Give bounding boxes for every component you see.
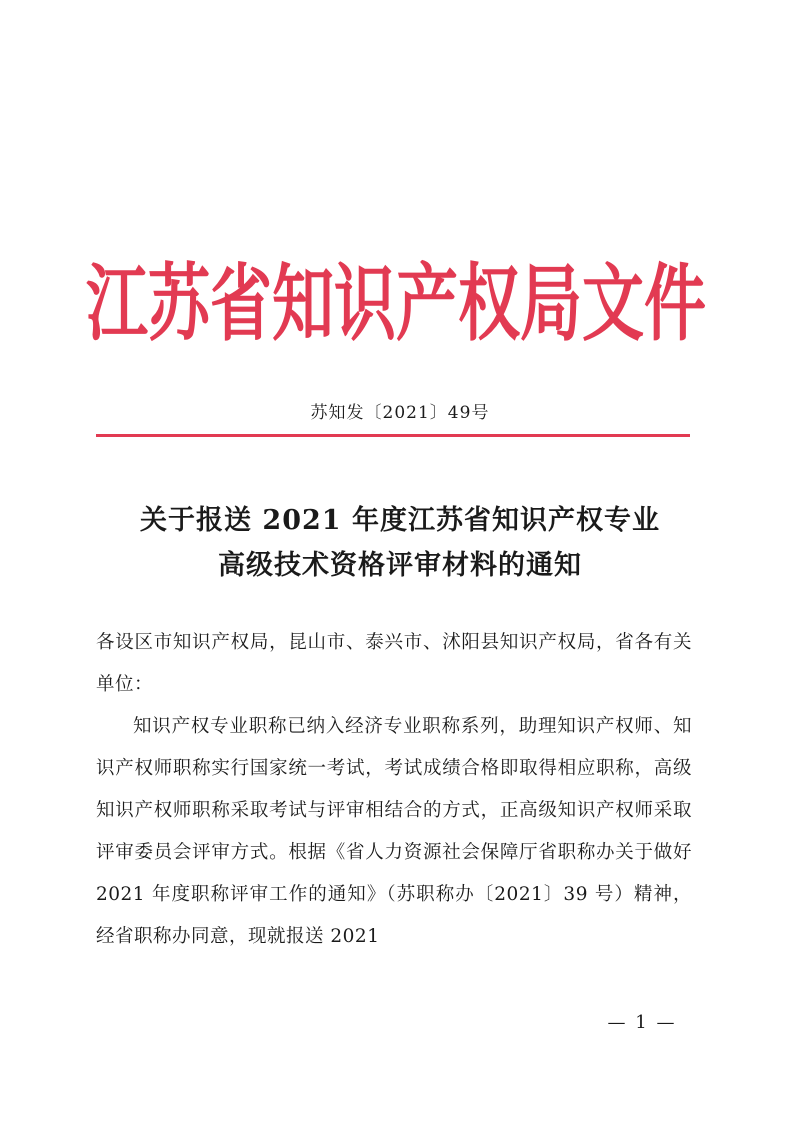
notice-title-line-2: 高级技术资格评审材料的通知 [218, 550, 582, 581]
issuing-authority-header: 江苏省知识产权局文件 [86, 253, 707, 353]
notice-title [0, 498, 800, 588]
page-number: — 1 — [607, 1012, 677, 1033]
notice-body [96, 622, 692, 958]
body-paragraph: 知识产权专业职称已纳入经济专业职称系列，助理知识产权师、知识产权师职称实行国家统一考试，考试成绩合格即取得相应职称，高级知识产权师职称采取考试与评审相结合的方式，正高级知识产权师采取评审委员会评审方式。根据《省人力资源社会保障厅省职称办关于做好 2021 年度职称评审工作的通知》（苏职称办〔2021〕39 号）精神，经省职称办同意，现就报送 2021 [96, 716, 692, 947]
red-divider-line [96, 434, 690, 437]
notice-title-line-1: 关于报送 2021 年度江苏省知识产权专业 [140, 505, 660, 536]
salutation: 各设区市知识产权局，昆山市、泰兴市、沭阳县知识产权局，省各有关单位： [96, 632, 692, 695]
document-number: 苏知发〔2021〕49号 [310, 403, 490, 423]
